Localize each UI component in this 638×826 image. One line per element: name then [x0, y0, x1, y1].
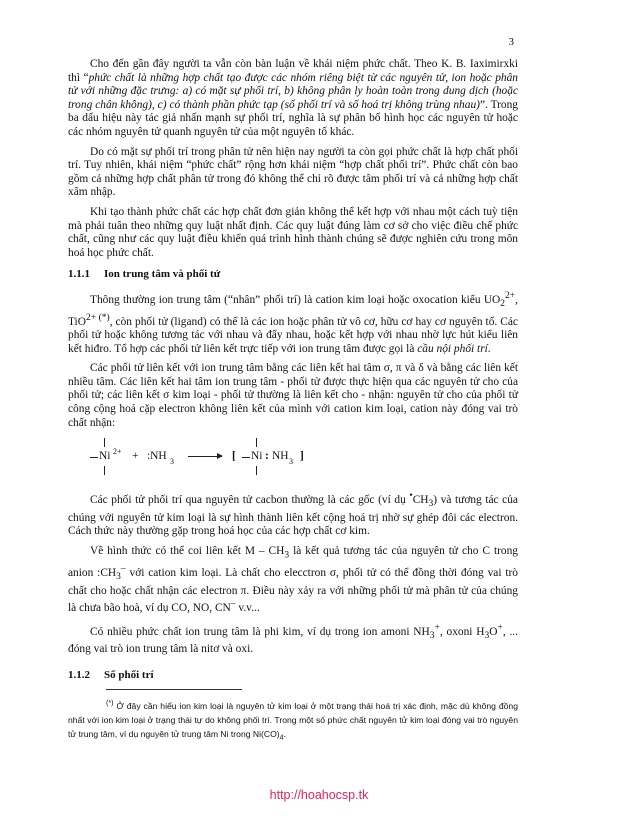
definition-quote: phức chất là những hợp chất tạo được các nhóm riêng biệt từ các nguyên tử, ion hoặc phân tử với những đặc trưng: a) có mặt sự phối trí, b) không phân ly hoàn toàn trong dung dịch (hoặc trong chân không), c) có thành phần phức tạp (số phối trí và số hoá trị không trùng nhau) [68, 71, 518, 111]
footnote-ref: 2+ (*) [85, 312, 110, 323]
paragraph-carbon-ligands: Các phối tử phối trí qua nguyên tử cacbon thường là các gốc (ví dụ $^•CH_3$) và tương tác của chúng với nguyên tử kim loại là sự hình thành liên kết cộng hoá trị nhờ sự ghép đôi các electron. Cách thức này thường gặp trong hoá học của các hợp chất cơ kim. [68, 491, 518, 538]
paragraph-nonmetal-center: Có nhiều phức chất ion trung tâm là phi kim, ví dụ trong ion amoni $NH_3^+$, oxoni $H_3O^+$, ... đóng vai trò ion trung tâm là nitơ và oxi. [68, 622, 518, 656]
paragraph-metal-carbon: Về hình thức có thể coi liên kết M – $CH_3$ là kết quả tương tác của nguyên tử cho C trong anion $:CH_3^-$ với cation kim loại. Là chất cho elecctron σ, phối tử có thể đồng thời đóng vai trò chất cho hoặc chất nhận các electron π. Điều này xảy ra với những phối tử mà phân tử của chúng là chưa bão hoà, ví dụ CO, NO, CN– v.v... [68, 544, 519, 614]
page-number: 3 [508, 36, 514, 48]
section-heading-1-1-1: 1.1.1 Ion trung tâm và phối tử [68, 268, 221, 281]
paragraph-definition: Cho đến gần đây người ta vẫn còn bàn luận về khái niệm phức chất. Theo K. B. Iaximirxki thì “phức chất là những hợp chất tạo được các nhóm riêng biệt từ các nguyên tử, ion hoặc phân tử với những đặc trưng: a) có mặt sự phối trí, b) không phân ly hoàn toàn trong dung dịch (hoặc trong chân không), c) có thành phần phức tạp (số phối trí và số hoá trị không trùng nhau)”. Trong ba dấu hiệu này tác giả nhấn mạnh sự phối trí, nghĩa là sự phân bố hình học các nguyên tử hoặc các nhóm nguyên tử quanh nguyên tử của một nguyên tố khác. [68, 58, 519, 138]
product-nh3: NH [272, 450, 289, 463]
paragraph-rules: Khi tạo thành phức chất các hợp chất đơn giản không thể kết hợp với nhau một cách tuỳ tiện mà phải tuân theo những quy luật nhất định. Các quy luật đúng làm cơ sở cho việc điều chế phức chất, cũng như các quy luật điều khiển quá trình hình thành chúng sẽ được nghiên cứu trong môn hoá học phức chất. [68, 205, 518, 259]
section-heading-1-1-2: 1.1.2 Số phối trí [68, 668, 154, 681]
footnote-marker: (*) [106, 699, 114, 707]
paragraph-coordination: Do có mặt sự phối trí trong phân tử nên hiện nay người ta còn gọi phức chất là hợp chất phối trí. Tuy nhiên, khái niệm “phức chất” rộng hơn khái niệm “hợp chất phối trí”. Phức chất còn bao gồm cả những hợp chất phân tử trong đó không thể chỉ rõ được tâm phối trí và cả những hợp chất xâm nhập. [68, 145, 518, 199]
footnote-divider [106, 689, 242, 690]
footer-link[interactable]: http://hoahocsp.tk [269, 788, 369, 802]
product-ni: Ni [251, 450, 263, 463]
reaction-arrow [188, 456, 222, 457]
document-body [68, 58, 518, 690]
paragraph-central-ion: Thông thường ion trung tâm (“nhân” phối trí) là cation kim loại hoặc oxocation kiểu $UO_2^{2+}$, TiO$^{2+ (*)}$, còn phối tử (ligand) có thể là các ion hoặc phân tử vô cơ, hữu cơ hay cơ nguyên tố. Các phối tử hoặc không tương tác với nhau và đẩy nhau, hoặc kết hợp với nhau nhờ lực hút kiểu liên kết hiđro. Tổ hợp các phối tử liên kết trực tiếp với ion trung tâm được gọi là cầu nội phối trí. [68, 290, 518, 355]
reactant-nh3: :NH [147, 450, 167, 463]
reaction-equation: Ni 2+ + :NH 3 [ Ni : NH 3 ] [90, 436, 518, 478]
paragraph-bonds: Các phối tử liên kết với ion trung tâm bằng các liên kết hai tâm σ, π và δ và bằng các liên kết nhiều tâm. Các liên kết hai tâm ion trung tâm - phối tử được thực hiện qua các nguyên tử cho của phối tử; các liên kết σ kim loại - phối tử thường là liên kết cho - nhận: nguyên tử cho của phối tử công cộng hoá cặp electron không liên kết của mình với cation kim loại, cation này đóng vai trò chất nhận: [68, 362, 518, 429]
reactant-ni: Ni [99, 450, 111, 463]
footnote: (*) Ở đây cần hiểu ion kim loại là nguyên tử kim loại ở một trạng thái hoá trị xác định, mặc dù không đồng nhất với ion kim loại ở trạng thái tự do không phối trí. Trong một số phức chất nguyên tử kim loại đóng vai trò nguyên tử trung tâm, ví dụ nguyên tử trung tâm Ni trong $Ni(CO)_4$. [68, 699, 518, 742]
